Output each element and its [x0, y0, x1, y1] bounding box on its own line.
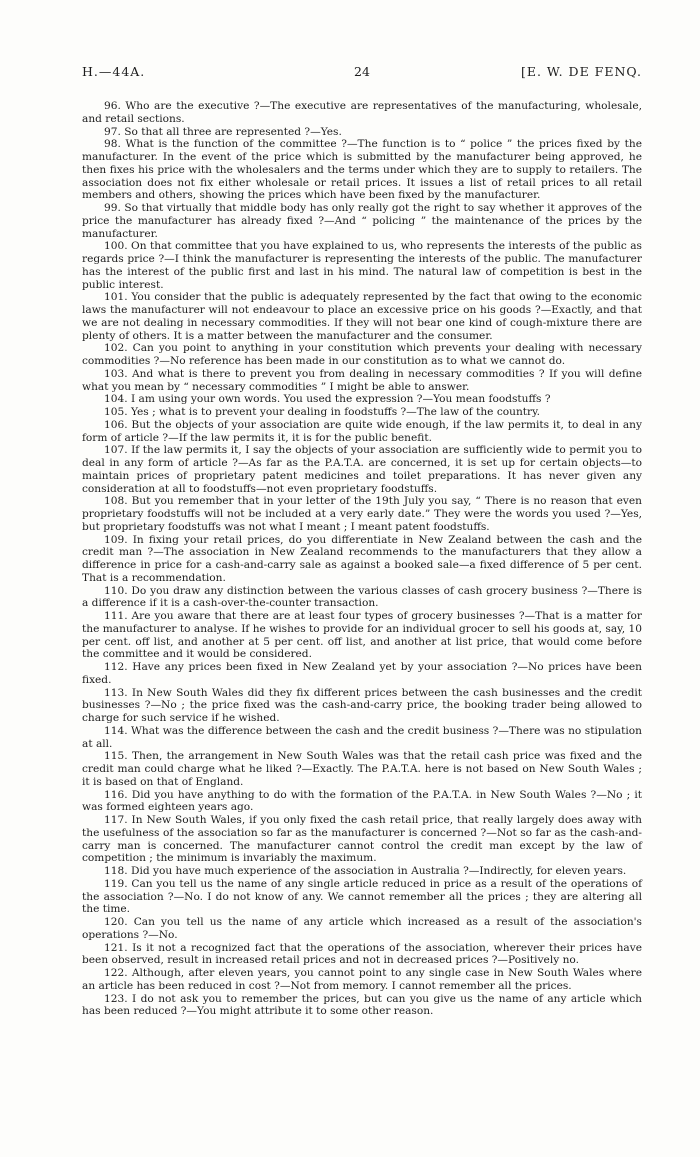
paragraph-105: 105. Yes ; what is to prevent your dealing in foodstuffs ?—The law of the country. — [104, 406, 541, 418]
paragraph-100: 100. On that committee that you have explained to us, who represents the interests of the public as regards price ?—I think the manufacturer is representing the interests of the public. The manufacturer has the interest of the public first and last in his mind. The natural law of competition is best in the public interest. — [82, 240, 642, 291]
paragraph-99: 99. So that virtually that middle body has only really got the right to say whether it approves of the price the manufacturer has already fixed ?—And “ policing ” the maintenance of the prices by the manufacturer. — [82, 202, 642, 240]
paragraph-119: 119. Can you tell us the name of any single article reduced in price as a result of the operations of the association ?—No. I do not know of any. We cannot remember all the prices ; they are altering all the time. — [82, 877, 642, 916]
page-number: 24 — [354, 64, 370, 79]
paragraph-102: 102. Can you point to anything in your constitution which prevents your dealing with necessary commodities ?—No reference has been made in our constitution as to what we cannot do. — [82, 342, 642, 367]
header-witness-name: [E. W. DE FENQ. — [520, 64, 642, 79]
paragraph-121: 121. Is it not a recognized fact that the operations of the association, wherever their prices have been observed, result in increased retail prices and not in decreased prices ?—Positively no. — [82, 941, 642, 967]
paragraph-111: 111. Are you aware that there are at least four types of grocery businesses ?—That is a matter for the manufacturer to analyse. If he wishes to provide for an individual grocer to sell his goods at, say, 10 per cent. off list, and another at 5 per cent. off list, and another at list price, that would come before the committee and it would be considered. — [82, 610, 642, 661]
paragraph-96: 96. Who are the executive ?—The executive are representatives of the manufacturing, wholesale, and retail sections. — [82, 100, 642, 125]
paragraph-107: 107. If the law permits it, I say the objects of your association are sufficiently wide to permit you to deal in any form of article ?—As far as the P.A.T.A. are concerned, it is set up for certain objects—to maintain prices of proprietary patent medicines and toilet preparations. It has never given any consideration at all to foodstuffs—not even proprietary foodstuffs. — [82, 444, 642, 495]
page-header — [82, 64, 642, 86]
paragraph-106: 106. But the objects of your association are quite wide enough, if the law permits it, to deal in any form of article ?—If the law permits it, it is for the public benefit. — [82, 418, 642, 444]
paragraph-123: 123. I do not ask you to remember the prices, but can you give us the name of any article which has been reduced ?—You might attribute it to some other reason. — [82, 992, 642, 1018]
paragraph-115: 115. Then, the arrangement in New South Wales was that the retail cash price was fixed and the credit man could charge what he liked ?—Exactly. The P.A.T.A. here is not based on New South Wales ; it is based on that of England. — [82, 750, 642, 788]
document-body — [82, 100, 642, 1018]
paragraph-113: 113. In New South Wales did they fix different prices between the cash businesses and the credit businesses ?—No ; the price fixed was the cash-and-carry price, the booking trader being allowed to charge for such service if he wished. — [82, 686, 642, 724]
paragraph-112: 112. Have any prices been fixed in New Zealand yet by your association ?—No prices have been fixed. — [82, 661, 642, 686]
paragraph-108: 108. But you remember that in your letter of the 19th July you say, “ There is no reason that even proprietary foodstuffs will not be included at a very early date.” They were the words you used ?—Yes, but proprietary foodstuffs was not what I meant ; I meant patent foodstuffs. — [82, 495, 642, 533]
document-page — [82, 64, 642, 1018]
paragraph-114: 114. What was the difference between the cash and the credit business ?—There was no stipulation at all. — [82, 724, 642, 750]
paragraph-122: 122. Although, after eleven years, you cannot point to any single case in New South Wales where an article has been reduced in cost ?—Not from memory. I cannot remember all the prices. — [82, 967, 642, 992]
paragraph-117: 117. In New South Wales, if you only fixed the cash retail price, that really largely does away with the usefulness of the association so far as the manufacturer is concerned ?—Not so far as the cash-and-carry man is concerned. The manufacturer cannot control the credit man except by the law of competition ; the minimum is invariably the maximum. — [82, 814, 642, 865]
paragraph-103: 103. And what is there to prevent you from dealing in necessary commodities ? If you will define what you mean by “ necessary commodities ” I might be able to answer. — [82, 367, 642, 393]
paragraph-120: 120. Can you tell us the name of any article which increased as a result of the association's operations ?—No. — [82, 916, 642, 941]
paragraph-101: 101. You consider that the public is adequately represented by the fact that owing to the economic laws the manufacturer will not endeavour to place an excessive price on his goods ?—Exactly, and that we are not dealing in necessary commodities. If they will not bear one kind of cough-mixture there are plenty of others. It is a matter between the manufacturer and the consumer. — [82, 291, 642, 342]
paragraph-98: 98. What is the function of the committee ?—The function is to “ police ” the prices fixed by the manufacturer. In the event of the price which is submitted by the manufacturer being approved, he then fixes his price with the wholesalers and the terms under which they are to supply to retailers. The association does not fix either wholesale or retail prices. It issues a list of retail prices to all retail members and others, showing the prices which have been fixed by the manufacturer. — [82, 138, 642, 202]
paragraph-104: 104. I am using your own words. You used the expression ?—You mean foodstuffs ? — [104, 393, 551, 406]
paragraph-110: 110. Do you draw any distinction between the various classes of cash grocery business ?—There is a difference if it is a cash-over-the-counter transaction. — [82, 584, 642, 610]
header-report-code: H.—44A. — [82, 64, 146, 79]
paragraph-109: 109. In fixing your retail prices, do you differentiate in New Zealand between the cash and the credit man ?—The association in New Zealand recommends to the manufacturers that they allow a difference in price for a cash-and-carry sale as against a booked sale—a fixed difference of 5 per cent. That is a recommendation. — [82, 533, 642, 584]
paragraph-116: 116. Did you have anything to do with the formation of the P.A.T.A. in New South Wales ?—No ; it was formed eighteen years ago. — [82, 788, 642, 814]
paragraph-97: 97. So that all three are represented ?—Yes. — [104, 125, 342, 138]
paragraph-118: 118. Did you have much experience of the association in Australia ?—Indirectly, for eleven years. — [104, 865, 627, 877]
